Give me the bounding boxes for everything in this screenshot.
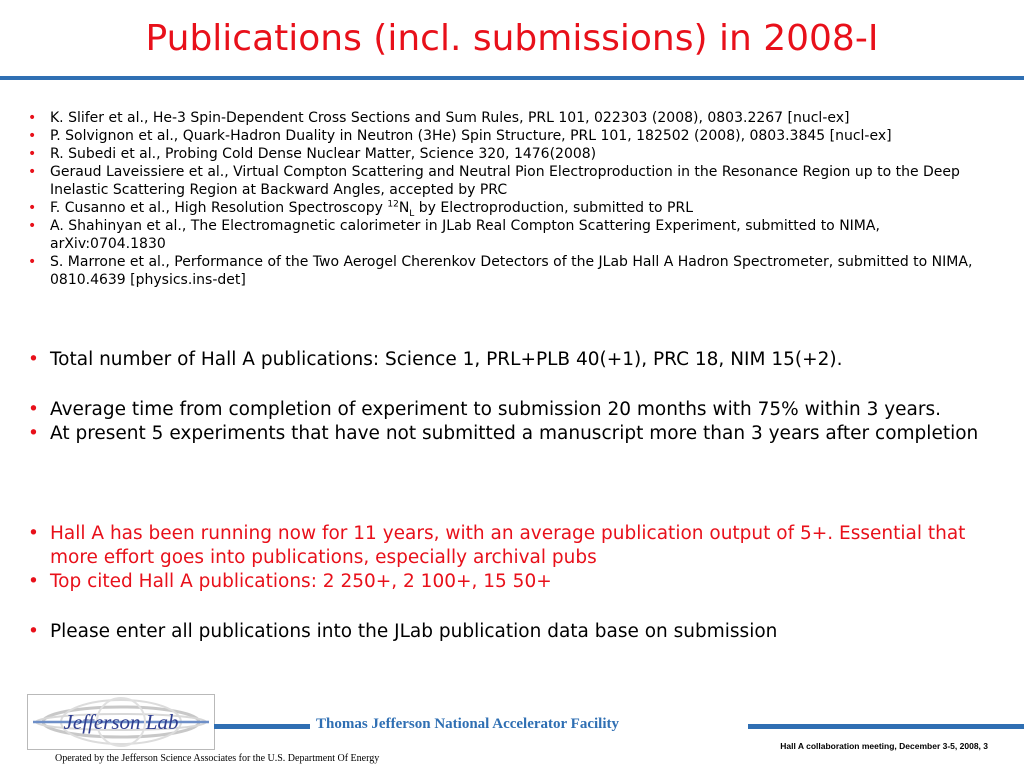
mass-number: 12 [387,199,399,210]
summary-item: • Top cited Hall A publications: 2 250+, 2 100+, 15 50+ [26,570,1001,594]
summary-item: • Total number of Hall A publications: Science 1, PRL+PLB 40(+1), PRC 18, NIM 15(+2). [26,348,1001,372]
title-divider [0,76,1024,80]
summary-list-total [26,348,1001,372]
jefferson-lab-logo [27,694,215,750]
publication-item: • P. Solvignon et al., Quark-Hadron Duality in Neutron (3He) Spin Structure, PRL 101, 182502 (2008), 0803.3845 [nucl-ex] [26,127,996,145]
summary-item: • Hall A has been running now for 11 years, with an average publication output of 5+. Essential that more effort goes into publications, especially archival pubs [26,522,1001,570]
footer-rule-left [214,724,310,729]
summary-list-timing [26,398,1001,446]
publication-item: • A. Shahinyan et al., The Electromagnetic calorimeter in JLab Real Compton Scattering Experiment, submitted to NIMA, arXiv:0704.1830 [26,217,996,253]
publication-text: F. Cusanno et al., High Resolution Spectroscopy [50,200,388,216]
hypernucleus-subscript: L [409,208,415,219]
meeting-info: Hall A collaboration meeting, December 3-5, 2008, 3 [780,741,988,751]
lab-name: Thomas Jefferson National Accelerator Facility [316,716,619,732]
slide-title: Publications (incl. submissions) in 2008-I [145,18,879,59]
nucleus-symbol: N [398,200,410,216]
summary-list-request [26,620,1001,644]
publication-item: • R. Subedi et al., Probing Cold Dense Nuclear Matter, Science 320, 1476(2008) [26,145,996,163]
publication-item [26,199,996,217]
publication-list [26,109,996,289]
summary-item: • At present 5 experiments that have not submitted a manuscript more than 3 years after completion [26,422,1001,446]
publication-item: • S. Marrone et al., Performance of the Two Aerogel Cherenkov Detectors of the JLab Hall A Hadron Spectrometer, submitted to NIMA, 0810.4639 [physics.ins-det] [26,253,996,289]
publication-text: by Electroproduction, submitted to PRL [414,200,693,216]
publication-item: • K. Slifer et al., He-3 Spin-Dependent Cross Sections and Sum Rules, PRL 101, 022303 (2008), 0803.2267 [nucl-ex] [26,109,996,127]
summary-item: • Please enter all publications into the JLab publication data base on submission [26,620,1001,644]
summary-list-highlight [26,522,1001,594]
publication-item: • Geraud Laveissiere et al., Virtual Compton Scattering and Neutral Pion Electroproduction in the Resonance Region up to the Deep Inelastic Scattering Region at Backward Angles, accepted by PRC [26,163,996,199]
summary-item: • Average time from completion of experiment to submission 20 months with 75% within 3 years. [26,398,1001,422]
footer-rule-right [748,724,1024,729]
logo-lettering: Jefferson Lab [63,710,179,734]
operated-by-note: Operated by the Jefferson Science Associates for the U.S. Department Of Energy [55,753,380,764]
